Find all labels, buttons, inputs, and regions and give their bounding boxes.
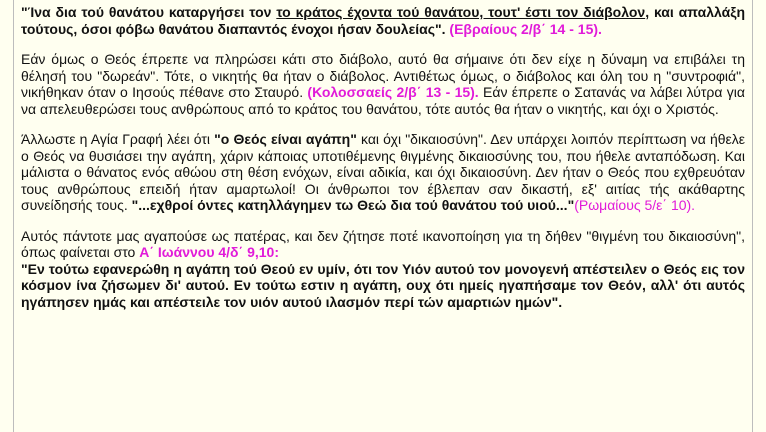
paragraph-4-text-a: Αυτός πάντοτε μας αγαπούσε ως πατέρας, και δεν ζήτησε ποτέ ικανοποίηση για τη δήθεν "θιγμένη του δικαιοσύνη", όπως φαίνεται στο bbox=[21, 227, 745, 260]
paragraph-4 bbox=[21, 228, 745, 311]
paragraph-1 bbox=[21, 4, 745, 37]
reference-hebrews: (Εβραίους 2/β΄ 14 - 15). bbox=[449, 20, 602, 37]
reference-romans: (Ρωμαίους 5/ε΄ 10). bbox=[574, 197, 696, 213]
paragraph-3 bbox=[21, 131, 745, 214]
reference-colossians: (Κολοσσαείς 2/β΄ 13 - 15). bbox=[307, 84, 479, 100]
quote-romans: "...εχθροί όντες κατηλλάγημεν τω Θεώ δια τού θανάτου τού υιού..." bbox=[131, 197, 575, 213]
paragraph-2-text-b: Εάν έπρεπε ο Σατανάς να λάβει λύτρα για να απελευθερώσει τους ανθρώπους από το κράτος του θανάτου, τότε αυτός θα ήταν ο νικητής, και όχι ο Χριστός. bbox=[21, 84, 745, 117]
reference-1-john: Α΄ Ιωάννου 4/δ΄ 9,10: bbox=[139, 244, 279, 260]
quote-hebrews-part2: , και απαλλάξη τούτους, όσοι φόβω θανάτου διαπαντός ένοχοι ήσαν δουλείας". bbox=[21, 4, 746, 37]
paragraph-2 bbox=[21, 51, 745, 117]
quote-god-is-love: "ο Θεός είναι αγάπη" bbox=[214, 131, 357, 147]
paragraph-3-text-a: Άλλωστε η Αγία Γραφή λέει ότι bbox=[21, 131, 215, 147]
paragraph-2-text-a: Εάν όμως ο Θεός έπρεπε να πληρώσει κάτι στο διάβολο, αυτό θα σήμαινε ότι δεν είχε η δύναμη να επιβάλει τη θέλησή του "δωρεάν". Τότε, ο νικητής θα ήταν ο διάβολος. Αντιθέτως όμως, ο διάβολος και όλη του η "συντροφιά", νικήθηκαν όταν ο Ιησούς πέθανε στο Σταυρό. bbox=[21, 51, 745, 100]
article-body bbox=[21, 4, 745, 324]
quote-hebrews-underlined: το κράτος έχοντα τού θανάτου, τουτ' έστι τον διάβολον bbox=[276, 4, 646, 20]
quote-hebrews-part1: "Ίνα δια τού θανάτου καταργήσει τον bbox=[21, 4, 277, 20]
paragraph-3-text-b: και όχι "δικαιοσύνη". Δεν υπάρχει λοιπόν περίπτωση να ήθελε ο Θεός να θυσιάσει την αγάπη, χάριν κάποιας υποτιθέμενης θιγμένης δικαιοσύνης του, που ήθελε ανταπόδωση. Και μάλιστα ο θάνατος ενός αθώου στη θέση ενόχων, είναι αδικία, και όχι δικαιοσύνη. Δεν ήταν ο Θεός που εχθρευόταν τους ανθρώπους επειδή ήταν αμαρτωλοί! Οι άνθρωποι τον έβλεπαν σαν δικαστή, εξ' αιτίας τής ακάθαρτης συνείδησής τους. bbox=[21, 131, 746, 213]
quote-1-john: "Εν τούτω εφανερώθη η αγάπη τού Θεού εν υμίν, ότι τον Υιόν αυτού τον μονογενή απέστειλεν ο Θεός εις τον κόσμον ίνα ζήσωμεν δι' αυτού. Εν τούτω εστιν η αγάπη, ουχ ότι ημείς ηγαπήσαμε τον Θεόν, αλλ' ότι αυτός ηγάπησεν ημάς και απέστειλε τον υιόν αυτού ιλασμόν περί τών αμαρτιών ημών". bbox=[21, 260, 745, 310]
